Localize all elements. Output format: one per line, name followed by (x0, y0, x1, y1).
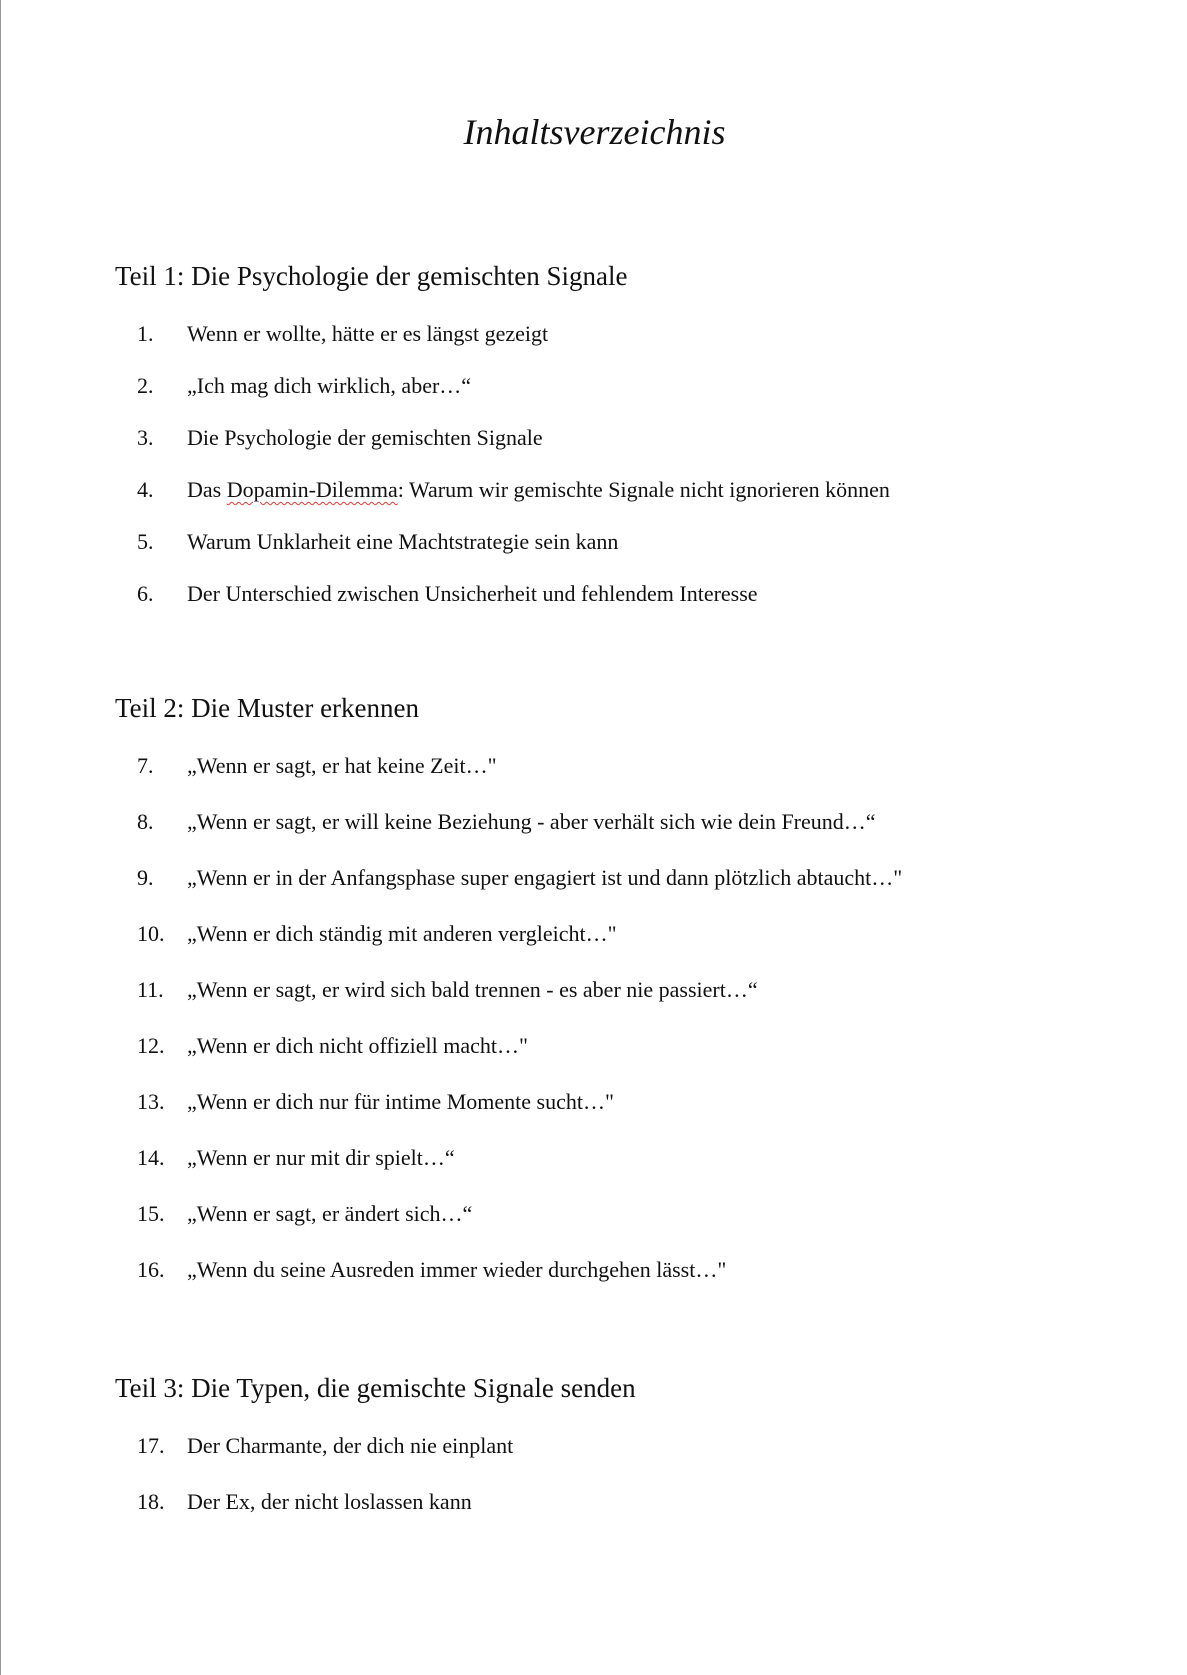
toc-entry-title: „Wenn du seine Ausreden immer wieder durchgehen lässt…" (187, 1257, 727, 1282)
toc-entry-title: Wenn er wollte, hätte er es längst gezeigt (187, 321, 549, 346)
spellcheck-flagged-word[interactable]: Dopamin-Dilemma (226, 477, 398, 502)
toc-entry-title: „Wenn er in der Anfangsphase super engagiert ist und dann plötzlich abtaucht…" (187, 865, 903, 890)
toc-entry-number: 12. (137, 1033, 165, 1058)
toc-entry-number: 1. (137, 321, 154, 346)
toc-entry-title: „Wenn er dich ständig mit anderen vergleicht…" (187, 921, 617, 946)
toc-entry-title: „Ich mag dich wirklich, aber…“ (187, 373, 472, 398)
toc-entry-title: „Wenn er sagt, er hat keine Zeit…" (187, 753, 497, 778)
toc-entry-title-part: : Warum wir gemischte Signale nicht ignorieren können (397, 477, 890, 502)
toc-entry-number: 17. (137, 1433, 165, 1458)
toc-entry-number: 18. (137, 1489, 165, 1514)
section-heading-teil-3: Teil 3: Die Typen, die gemischte Signale senden (115, 1373, 636, 1403)
toc-entry-title-part: Das (187, 477, 227, 502)
toc-entry-number: 10. (137, 921, 165, 946)
toc-entry-title: „Wenn er sagt, er will keine Beziehung - aber verhält sich wie dein Freund…“ (187, 809, 876, 834)
toc-entry-number: 5. (137, 529, 154, 554)
page-title: Inhaltsverzeichnis (463, 112, 726, 152)
toc-entry-number: 8. (137, 809, 154, 834)
toc-entry-number: 14. (137, 1145, 165, 1170)
toc-entry-title: Der Unterschied zwischen Unsicherheit und fehlendem Interesse (187, 581, 758, 606)
toc-entry-title: „Wenn er sagt, er wird sich bald trennen - es aber nie passiert…“ (187, 977, 758, 1002)
toc-entry-title (187, 474, 890, 506)
toc-entry-number: 16. (137, 1257, 165, 1282)
section-heading-teil-1: Teil 1: Die Psychologie der gemischten Signale (115, 261, 628, 291)
toc-entry-number: 9. (137, 865, 154, 890)
section-heading-teil-2: Teil 2: Die Muster erkennen (115, 693, 420, 723)
toc-entry-number: 4. (137, 477, 154, 502)
toc-entry-title: Der Charmante, der dich nie einplant (187, 1433, 514, 1458)
toc-entry-number: 13. (137, 1089, 165, 1114)
toc-entry-number: 2. (137, 373, 154, 398)
toc-entry-number: 3. (137, 425, 154, 450)
toc-entry-number: 15. (137, 1201, 165, 1226)
toc-entry-title: „Wenn er dich nicht offiziell macht…" (187, 1033, 528, 1058)
toc-entry-title: „Wenn er dich nur für intime Momente sucht…" (187, 1089, 614, 1114)
toc-entry-number: 11. (137, 977, 164, 1002)
toc-entry-title: „Wenn er sagt, er ändert sich…“ (187, 1201, 473, 1226)
toc-entry-title: Der Ex, der nicht loslassen kann (187, 1489, 472, 1514)
toc-entry-title: Warum Unklarheit eine Machtstrategie sein kann (187, 529, 619, 554)
toc-entry-number: 7. (137, 753, 154, 778)
toc-entry-title: „Wenn er nur mit dir spielt…“ (187, 1145, 455, 1170)
toc-entry-number: 6. (137, 581, 154, 606)
toc-entry-title: Die Psychologie der gemischten Signale (187, 425, 543, 450)
